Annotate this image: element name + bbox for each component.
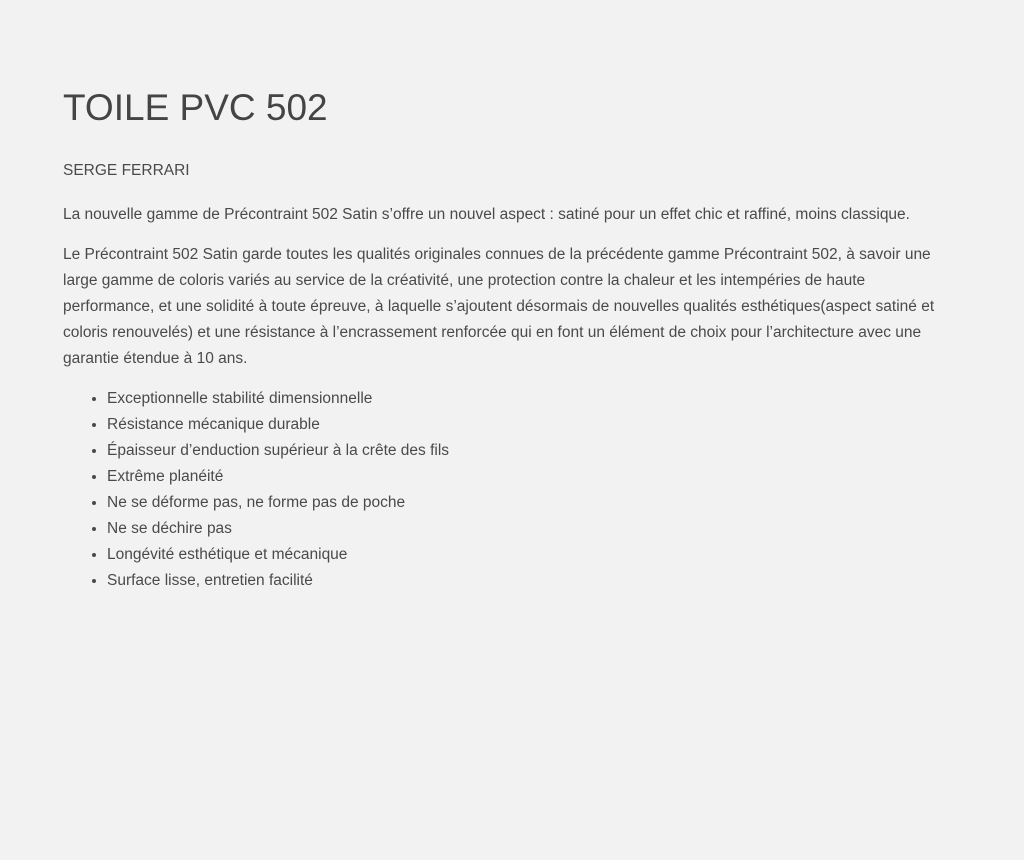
description-paragraph-1: La nouvelle gamme de Précontraint 502 Satin s’offre un nouvel aspect : satiné pour un effet chic et raffiné, moins classique. [63, 206, 910, 223]
brand-name: SERGE FERRARI [63, 162, 190, 179]
feature-item: • Longévité esthétique et mécanique [107, 542, 948, 568]
feature-item: • Épaisseur d’enduction supérieur à la crête des fils [107, 438, 948, 464]
feature-item: • Surface lisse, entretien facilité [107, 568, 948, 594]
feature-list [63, 386, 948, 594]
page-title: TOILE PVC 502 [63, 87, 328, 128]
feature-item: • Ne se déforme pas, ne forme pas de poche [107, 490, 948, 516]
feature-item: • Extrême planéité [107, 464, 948, 490]
description-paragraph-2: Le Précontraint 502 Satin garde toutes les qualités originales connues de la précédente gamme Précontraint 502, à savoir une large gamme de coloris variés au service de la créativité, une protection contre la chaleur et les intempéries de haute performance, et une solidité à toute épreuve, à laquelle s’ajoutent désormais de nouvelles qualités esthétiques(aspect satiné et coloris renouvelés) et une résistance à l’encrassement renforcée qui en font un élément de choix pour l’architecture avec une garantie étendue à 10 ans. [63, 246, 935, 367]
feature-item: • Résistance mécanique durable [107, 412, 948, 438]
feature-item: • Ne se déchire pas [107, 516, 948, 542]
product-content [63, 86, 948, 594]
feature-item: • Exceptionnelle stabilité dimensionnelle [107, 386, 948, 412]
